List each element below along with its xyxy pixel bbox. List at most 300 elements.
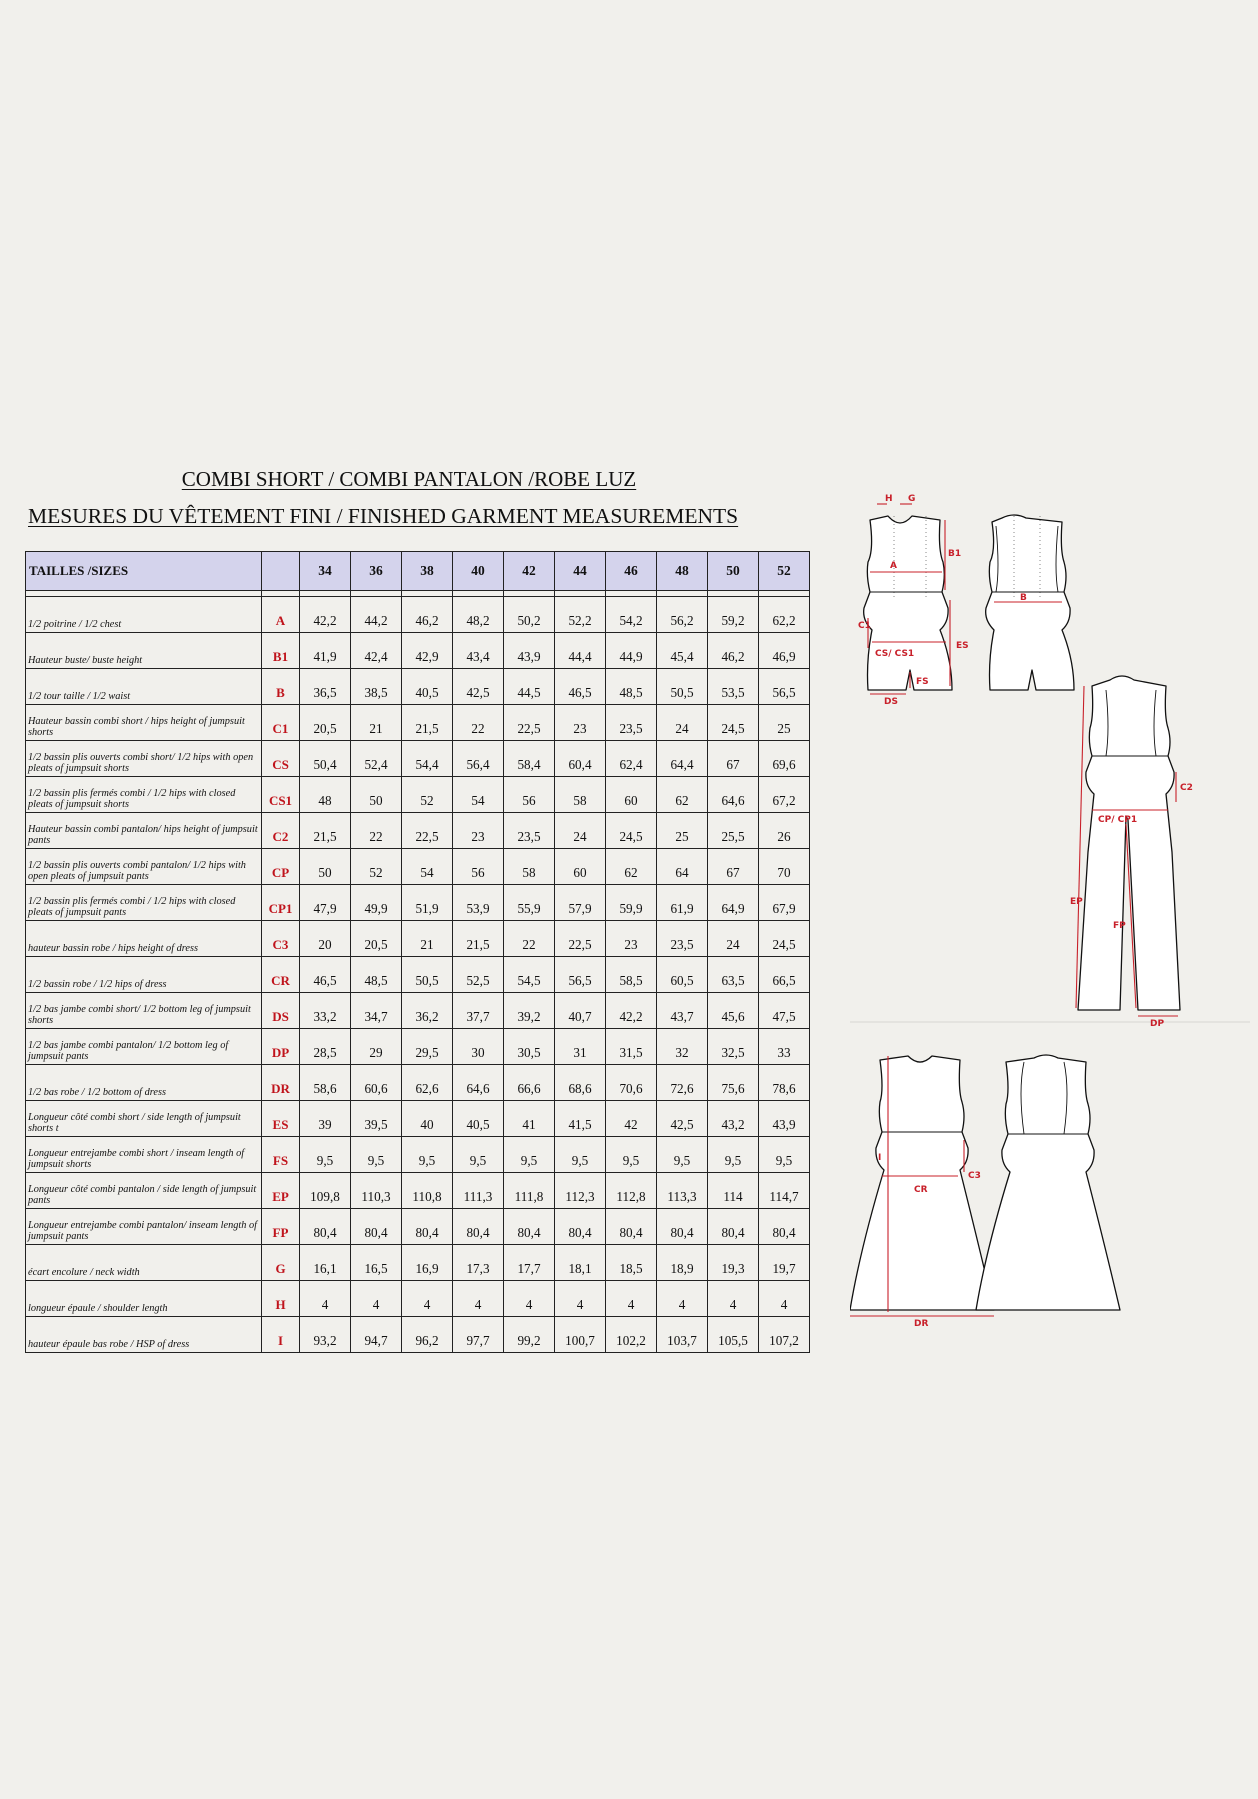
measurement-value: 52,2 bbox=[555, 597, 606, 633]
measurement-value: 41 bbox=[504, 1101, 555, 1137]
measurement-value: 64,9 bbox=[708, 885, 759, 921]
measurement-value: 56 bbox=[453, 849, 504, 885]
measurement-value: 53,9 bbox=[453, 885, 504, 921]
measurement-value: 18,1 bbox=[555, 1245, 606, 1281]
measurement-value: 54 bbox=[402, 849, 453, 885]
measurement-value: 25,5 bbox=[708, 813, 759, 849]
measurement-value: 43,7 bbox=[657, 993, 708, 1029]
label-ES: ES bbox=[956, 641, 969, 651]
measurement-value: 40,7 bbox=[555, 993, 606, 1029]
measurement-value: 4 bbox=[657, 1281, 708, 1317]
measurement-value: 44,4 bbox=[555, 633, 606, 669]
measurement-value: 22,5 bbox=[555, 921, 606, 957]
table-row bbox=[26, 1101, 810, 1137]
measurement-value: 24,5 bbox=[606, 813, 657, 849]
measurement-value: 23,5 bbox=[657, 921, 708, 957]
measurement-label: hauteur épaule bas robe / HSP of dress bbox=[26, 1317, 262, 1353]
size-header: 38 bbox=[402, 552, 453, 591]
measurement-value: 46,9 bbox=[759, 633, 810, 669]
measurement-value: 46,2 bbox=[708, 633, 759, 669]
measurement-value: 22 bbox=[504, 921, 555, 957]
measurement-value: 46,5 bbox=[300, 957, 351, 993]
measurement-value: 52,5 bbox=[453, 957, 504, 993]
measurement-value: 58,6 bbox=[300, 1065, 351, 1101]
measurement-code: CS1 bbox=[262, 777, 300, 813]
measurement-value: 31 bbox=[555, 1029, 606, 1065]
measurement-label: Hauteur bassin combi short / hips height of jumpsuit shorts bbox=[26, 705, 262, 741]
measurement-value: 50,5 bbox=[402, 957, 453, 993]
measurement-value: 48,5 bbox=[606, 669, 657, 705]
measurement-value: 46,2 bbox=[402, 597, 453, 633]
measurement-code: EP bbox=[262, 1173, 300, 1209]
table-row bbox=[26, 1281, 810, 1317]
measurement-value: 59,9 bbox=[606, 885, 657, 921]
measurement-code: ES bbox=[262, 1101, 300, 1137]
measurement-value: 51,9 bbox=[402, 885, 453, 921]
measurement-code: C2 bbox=[262, 813, 300, 849]
measurement-value: 24 bbox=[555, 813, 606, 849]
size-header: 44 bbox=[555, 552, 606, 591]
measurement-value: 52,4 bbox=[351, 741, 402, 777]
measurement-value: 24,5 bbox=[708, 705, 759, 741]
measurement-value: 17,3 bbox=[453, 1245, 504, 1281]
table-row bbox=[26, 777, 810, 813]
measurement-value: 29,5 bbox=[402, 1029, 453, 1065]
measurement-value: 50,4 bbox=[300, 741, 351, 777]
measurement-value: 9,5 bbox=[453, 1137, 504, 1173]
measurement-value: 110,8 bbox=[402, 1173, 453, 1209]
measurement-value: 49,9 bbox=[351, 885, 402, 921]
measurement-value: 23,5 bbox=[504, 813, 555, 849]
measurement-value: 62 bbox=[657, 777, 708, 813]
size-header: 40 bbox=[453, 552, 504, 591]
measurement-value: 102,2 bbox=[606, 1317, 657, 1353]
measurement-value: 105,5 bbox=[708, 1317, 759, 1353]
measurement-code: B bbox=[262, 669, 300, 705]
measurement-code: DS bbox=[262, 993, 300, 1029]
measurement-value: 32 bbox=[657, 1029, 708, 1065]
measurement-value: 4 bbox=[555, 1281, 606, 1317]
size-header: 34 bbox=[300, 552, 351, 591]
table-row bbox=[26, 669, 810, 705]
measurement-code: CR bbox=[262, 957, 300, 993]
measurement-value: 100,7 bbox=[555, 1317, 606, 1353]
measurement-value: 94,7 bbox=[351, 1317, 402, 1353]
table-row bbox=[26, 1245, 810, 1281]
measurement-value: 54,4 bbox=[402, 741, 453, 777]
measurement-value: 45,4 bbox=[657, 633, 708, 669]
table-row bbox=[26, 741, 810, 777]
measurement-label: écart encolure / neck width bbox=[26, 1245, 262, 1281]
label-DR: DR bbox=[914, 1319, 929, 1329]
measurement-value: 25 bbox=[759, 705, 810, 741]
measurement-value: 41,5 bbox=[555, 1101, 606, 1137]
measurement-value: 33 bbox=[759, 1029, 810, 1065]
garment-diagrams bbox=[850, 490, 1250, 1330]
label-C1: C1 bbox=[858, 621, 871, 631]
measurement-value: 48 bbox=[300, 777, 351, 813]
measurement-value: 42,9 bbox=[402, 633, 453, 669]
measurement-value: 16,9 bbox=[402, 1245, 453, 1281]
measurement-value: 24,5 bbox=[759, 921, 810, 957]
measurement-label: 1/2 tour taille / 1/2 waist bbox=[26, 669, 262, 705]
measurement-label: 1/2 bassin plis ouverts combi short/ 1/2 hips with open pleats of jumpsuit shorts bbox=[26, 741, 262, 777]
measurement-value: 80,4 bbox=[708, 1209, 759, 1245]
measurement-label: hauteur bassin robe / hips height of dress bbox=[26, 921, 262, 957]
measurement-label: 1/2 bassin robe / 1/2 hips of dress bbox=[26, 957, 262, 993]
measurement-value: 103,7 bbox=[657, 1317, 708, 1353]
measurement-label: 1/2 bassin plis fermés combi / 1/2 hips with closed pleats of jumpsuit shorts bbox=[26, 777, 262, 813]
measurement-value: 42,4 bbox=[351, 633, 402, 669]
measurement-value: 4 bbox=[759, 1281, 810, 1317]
label-CS-CS1: CS/ CS1 bbox=[875, 649, 915, 659]
measurement-value: 23 bbox=[555, 705, 606, 741]
measurement-value: 66,6 bbox=[504, 1065, 555, 1101]
measurement-value: 24 bbox=[657, 705, 708, 741]
measurement-value: 9,5 bbox=[504, 1137, 555, 1173]
measurement-value: 22,5 bbox=[504, 705, 555, 741]
measurement-value: 50,5 bbox=[657, 669, 708, 705]
table-row bbox=[26, 597, 810, 633]
measurement-value: 110,3 bbox=[351, 1173, 402, 1209]
measurement-value: 32,5 bbox=[708, 1029, 759, 1065]
label-EP: EP bbox=[1070, 897, 1083, 907]
measurement-value: 26 bbox=[759, 813, 810, 849]
measurement-value: 56,5 bbox=[555, 957, 606, 993]
measurement-value: 23,5 bbox=[606, 705, 657, 741]
measurement-value: 4 bbox=[606, 1281, 657, 1317]
label-CR: CR bbox=[914, 1185, 928, 1195]
size-header: 36 bbox=[351, 552, 402, 591]
measurement-value: 30,5 bbox=[504, 1029, 555, 1065]
measurement-value: 80,4 bbox=[300, 1209, 351, 1245]
measurement-code: C3 bbox=[262, 921, 300, 957]
measurement-value: 47,9 bbox=[300, 885, 351, 921]
measurement-value: 62,6 bbox=[402, 1065, 453, 1101]
measurement-value: 43,2 bbox=[708, 1101, 759, 1137]
measurement-value: 48,2 bbox=[453, 597, 504, 633]
measurement-value: 42,5 bbox=[453, 669, 504, 705]
measurement-label: Longueur entrejambe combi short / inseam length of jumpsuit shorts bbox=[26, 1137, 262, 1173]
table-row bbox=[26, 957, 810, 993]
measurement-value: 93,2 bbox=[300, 1317, 351, 1353]
label-G: G bbox=[908, 494, 916, 504]
label-FS: FS bbox=[916, 677, 929, 687]
table-row bbox=[26, 1317, 810, 1353]
measurement-value: 39 bbox=[300, 1101, 351, 1137]
measurement-label: Longueur entrejambe combi pantalon/ inseam length of jumpsuit pants bbox=[26, 1209, 262, 1245]
measurement-value: 47,5 bbox=[759, 993, 810, 1029]
measurement-value: 68,6 bbox=[555, 1065, 606, 1101]
measurement-label: longueur épaule / shoulder length bbox=[26, 1281, 262, 1317]
measurement-value: 20,5 bbox=[300, 705, 351, 741]
measurement-value: 70,6 bbox=[606, 1065, 657, 1101]
measurement-value: 22,5 bbox=[402, 813, 453, 849]
measurement-value: 56,2 bbox=[657, 597, 708, 633]
measurement-value: 17,7 bbox=[504, 1245, 555, 1281]
measurement-value: 46,5 bbox=[555, 669, 606, 705]
measurement-value: 78,6 bbox=[759, 1065, 810, 1101]
measurement-value: 54,2 bbox=[606, 597, 657, 633]
measurement-value: 54,5 bbox=[504, 957, 555, 993]
measurement-value: 40,5 bbox=[453, 1101, 504, 1137]
measurement-value: 96,2 bbox=[402, 1317, 453, 1353]
label-I: I bbox=[878, 1153, 882, 1163]
measurement-value: 67,2 bbox=[759, 777, 810, 813]
measurement-value: 4 bbox=[300, 1281, 351, 1317]
measurement-value: 112,3 bbox=[555, 1173, 606, 1209]
measurement-value: 31,5 bbox=[606, 1029, 657, 1065]
table-row bbox=[26, 1209, 810, 1245]
measurement-value: 50,2 bbox=[504, 597, 555, 633]
measurement-value: 113,3 bbox=[657, 1173, 708, 1209]
jumpsuit-pants-drawing bbox=[1078, 676, 1180, 1010]
measurement-value: 9,5 bbox=[708, 1137, 759, 1173]
measurement-label: Longueur côté combi pantalon / side length of jumpsuit pants bbox=[26, 1173, 262, 1209]
measurement-value: 43,9 bbox=[759, 1101, 810, 1137]
measurement-value: 114 bbox=[708, 1173, 759, 1209]
label-B1: B1 bbox=[948, 549, 962, 559]
table-row bbox=[26, 633, 810, 669]
measurement-value: 50 bbox=[351, 777, 402, 813]
table-row bbox=[26, 885, 810, 921]
measurement-value: 112,8 bbox=[606, 1173, 657, 1209]
measurement-value: 43,4 bbox=[453, 633, 504, 669]
table-row bbox=[26, 813, 810, 849]
size-header: 52 bbox=[759, 552, 810, 591]
measurement-value: 4 bbox=[402, 1281, 453, 1317]
table-row bbox=[26, 1065, 810, 1101]
measurement-value: 34,7 bbox=[351, 993, 402, 1029]
measurement-value: 62,4 bbox=[606, 741, 657, 777]
measurement-code: CP bbox=[262, 849, 300, 885]
label-DS: DS bbox=[884, 697, 898, 707]
measurement-code: CP1 bbox=[262, 885, 300, 921]
measurement-value: 80,4 bbox=[759, 1209, 810, 1245]
measurement-value: 42 bbox=[606, 1101, 657, 1137]
measurement-value: 9,5 bbox=[300, 1137, 351, 1173]
measurement-label: Longueur côté combi short / side length of jumpsuit shorts t bbox=[26, 1101, 262, 1137]
measurement-value: 45,6 bbox=[708, 993, 759, 1029]
label-C3: C3 bbox=[968, 1171, 981, 1181]
measurement-value: 80,4 bbox=[606, 1209, 657, 1245]
measurement-value: 21,5 bbox=[453, 921, 504, 957]
size-header: 42 bbox=[504, 552, 555, 591]
measurement-value: 9,5 bbox=[657, 1137, 708, 1173]
measurement-value: 58,4 bbox=[504, 741, 555, 777]
measurement-value: 9,5 bbox=[606, 1137, 657, 1173]
measurement-value: 57,9 bbox=[555, 885, 606, 921]
measurement-value: 22 bbox=[351, 813, 402, 849]
measurement-value: 62 bbox=[606, 849, 657, 885]
measurement-value: 50 bbox=[300, 849, 351, 885]
measurement-value: 75,6 bbox=[708, 1065, 759, 1101]
label-DP: DP bbox=[1150, 1019, 1165, 1029]
measurement-value: 63,5 bbox=[708, 957, 759, 993]
measurement-value: 40 bbox=[402, 1101, 453, 1137]
measurement-value: 58 bbox=[504, 849, 555, 885]
measurement-value: 55,9 bbox=[504, 885, 555, 921]
measurement-value: 9,5 bbox=[402, 1137, 453, 1173]
measurement-value: 67 bbox=[708, 741, 759, 777]
measurement-value: 52 bbox=[351, 849, 402, 885]
measurement-value: 20 bbox=[300, 921, 351, 957]
measurement-value: 109,8 bbox=[300, 1173, 351, 1209]
measurement-value: 19,3 bbox=[708, 1245, 759, 1281]
measurement-code: CS bbox=[262, 741, 300, 777]
table-row bbox=[26, 993, 810, 1029]
measurement-value: 23 bbox=[606, 921, 657, 957]
measurement-value: 44,2 bbox=[351, 597, 402, 633]
measurement-value: 64,4 bbox=[657, 741, 708, 777]
measurement-label: 1/2 bas robe / 1/2 bottom of dress bbox=[26, 1065, 262, 1101]
measurement-value: 60 bbox=[555, 849, 606, 885]
measurement-value: 4 bbox=[453, 1281, 504, 1317]
measurement-code: I bbox=[262, 1317, 300, 1353]
measurement-label: 1/2 bassin plis fermés combi / 1/2 hips with closed pleats of jumpsuit pants bbox=[26, 885, 262, 921]
measurement-code: B1 bbox=[262, 633, 300, 669]
label-B: B bbox=[1020, 593, 1027, 603]
measurement-value: 56 bbox=[504, 777, 555, 813]
measurement-value: 24 bbox=[708, 921, 759, 957]
measurement-code: DP bbox=[262, 1029, 300, 1065]
measurement-value: 67,9 bbox=[759, 885, 810, 921]
measurement-value: 48,5 bbox=[351, 957, 402, 993]
measurement-value: 37,7 bbox=[453, 993, 504, 1029]
measurement-value: 38,5 bbox=[351, 669, 402, 705]
table-row bbox=[26, 1029, 810, 1065]
measurement-value: 43,9 bbox=[504, 633, 555, 669]
measurement-value: 40,5 bbox=[402, 669, 453, 705]
measurement-value: 30 bbox=[453, 1029, 504, 1065]
table-row bbox=[26, 849, 810, 885]
table-row bbox=[26, 921, 810, 957]
measurement-value: 9,5 bbox=[759, 1137, 810, 1173]
measurement-value: 4 bbox=[504, 1281, 555, 1317]
measurement-value: 39,5 bbox=[351, 1101, 402, 1137]
measurement-value: 56,5 bbox=[759, 669, 810, 705]
measurement-label: 1/2 bas jambe combi pantalon/ 1/2 bottom leg of jumpsuit pants bbox=[26, 1029, 262, 1065]
measurement-value: 69,6 bbox=[759, 741, 810, 777]
measurement-value: 64 bbox=[657, 849, 708, 885]
measurement-value: 53,5 bbox=[708, 669, 759, 705]
header-code-cell bbox=[262, 552, 300, 591]
measurement-code: G bbox=[262, 1245, 300, 1281]
measurement-label: Hauteur bassin combi pantalon/ hips height of jumpsuit pants bbox=[26, 813, 262, 849]
measurement-label: Hauteur buste/ buste height bbox=[26, 633, 262, 669]
measurement-value: 114,7 bbox=[759, 1173, 810, 1209]
measurement-value: 29 bbox=[351, 1029, 402, 1065]
measurements-title: MESURES DU VÊTEMENT FINI / FINISHED GARMENT MEASUREMENTS bbox=[28, 504, 739, 528]
measurement-code: A bbox=[262, 597, 300, 633]
measurement-value: 16,1 bbox=[300, 1245, 351, 1281]
measurement-code: FS bbox=[262, 1137, 300, 1173]
measurement-value: 44,5 bbox=[504, 669, 555, 705]
romper-front-drawing bbox=[864, 516, 952, 690]
measurement-value: 9,5 bbox=[351, 1137, 402, 1173]
measurement-value: 21 bbox=[402, 921, 453, 957]
garment-title: COMBI SHORT / COMBI PANTALON /ROBE LUZ bbox=[181, 467, 637, 491]
measurement-value: 80,4 bbox=[504, 1209, 555, 1245]
label-A: A bbox=[890, 561, 897, 571]
measurement-value: 21 bbox=[351, 705, 402, 741]
measurement-value: 16,5 bbox=[351, 1245, 402, 1281]
measurement-value: 60 bbox=[606, 777, 657, 813]
measurement-value: 20,5 bbox=[351, 921, 402, 957]
measurement-value: 33,2 bbox=[300, 993, 351, 1029]
measurement-value: 41,9 bbox=[300, 633, 351, 669]
measurement-value: 80,4 bbox=[657, 1209, 708, 1245]
measurement-value: 56,4 bbox=[453, 741, 504, 777]
measurement-code: DR bbox=[262, 1065, 300, 1101]
label-FP: FP bbox=[1113, 921, 1126, 931]
dress-front-drawing bbox=[850, 1056, 994, 1310]
measurement-value: 58,5 bbox=[606, 957, 657, 993]
measurement-value: 42,2 bbox=[300, 597, 351, 633]
measurement-code: H bbox=[262, 1281, 300, 1317]
measurement-value: 44,9 bbox=[606, 633, 657, 669]
measurement-value: 107,2 bbox=[759, 1317, 810, 1353]
label-CP-CP1: CP/ CP1 bbox=[1098, 815, 1138, 825]
measurement-value: 42,5 bbox=[657, 1101, 708, 1137]
measurement-value: 4 bbox=[708, 1281, 759, 1317]
measurement-label: 1/2 bassin plis ouverts combi pantalon/ 1/2 hips with open pleats of jumpsuit pants bbox=[26, 849, 262, 885]
measurement-code: FP bbox=[262, 1209, 300, 1245]
measurement-value: 111,8 bbox=[504, 1173, 555, 1209]
measurement-value: 36,2 bbox=[402, 993, 453, 1029]
measurement-label: 1/2 poitrine / 1/2 chest bbox=[26, 597, 262, 633]
measurement-value: 23 bbox=[453, 813, 504, 849]
dress-back-drawing bbox=[976, 1055, 1120, 1310]
table-header-row bbox=[26, 552, 810, 591]
measurement-value: 60,4 bbox=[555, 741, 606, 777]
measurement-value: 64,6 bbox=[453, 1065, 504, 1101]
measurement-value: 62,2 bbox=[759, 597, 810, 633]
measurement-value: 111,3 bbox=[453, 1173, 504, 1209]
measurements-table bbox=[25, 551, 810, 1353]
measurement-value: 18,5 bbox=[606, 1245, 657, 1281]
table-row bbox=[26, 705, 810, 741]
measurement-value: 66,5 bbox=[759, 957, 810, 993]
measurement-value: 80,4 bbox=[453, 1209, 504, 1245]
measurement-value: 21,5 bbox=[402, 705, 453, 741]
table-row bbox=[26, 1137, 810, 1173]
measurement-value: 67 bbox=[708, 849, 759, 885]
measurement-value: 64,6 bbox=[708, 777, 759, 813]
measurement-value: 36,5 bbox=[300, 669, 351, 705]
measurement-value: 42,2 bbox=[606, 993, 657, 1029]
table-row bbox=[26, 1173, 810, 1209]
measurement-value: 59,2 bbox=[708, 597, 759, 633]
measurement-value: 60,5 bbox=[657, 957, 708, 993]
measurement-value: 18,9 bbox=[657, 1245, 708, 1281]
measurement-value: 99,2 bbox=[504, 1317, 555, 1353]
measurement-value: 19,7 bbox=[759, 1245, 810, 1281]
measurement-value: 80,4 bbox=[351, 1209, 402, 1245]
label-C2: C2 bbox=[1180, 783, 1193, 793]
measurement-value: 80,4 bbox=[402, 1209, 453, 1245]
measurement-label: 1/2 bas jambe combi short/ 1/2 bottom leg of jumpsuit shorts bbox=[26, 993, 262, 1029]
measurement-value: 72,6 bbox=[657, 1065, 708, 1101]
measurement-value: 54 bbox=[453, 777, 504, 813]
size-header: 46 bbox=[606, 552, 657, 591]
size-header: 50 bbox=[708, 552, 759, 591]
measurement-value: 70 bbox=[759, 849, 810, 885]
measurement-value: 4 bbox=[351, 1281, 402, 1317]
measurement-value: 97,7 bbox=[453, 1317, 504, 1353]
header-label: TAILLES /SIZES bbox=[26, 552, 262, 591]
measurement-value: 80,4 bbox=[555, 1209, 606, 1245]
